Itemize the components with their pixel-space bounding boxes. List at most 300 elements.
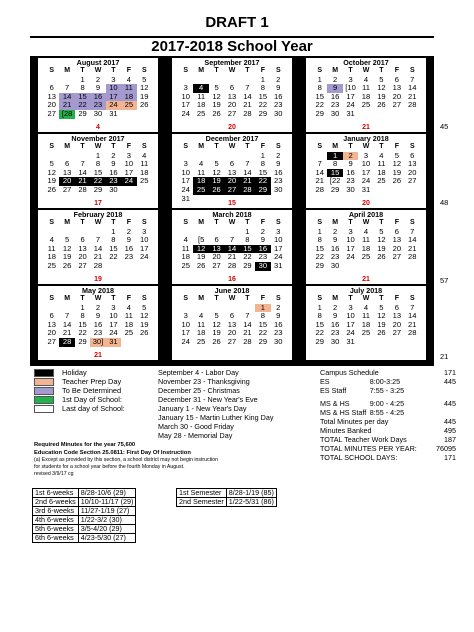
month-block [306, 286, 426, 360]
legend-item [34, 404, 125, 413]
day-cell: 1 [245, 226, 250, 236]
six-weeks-cell: 10/10-11/17 (29) [78, 498, 136, 507]
legend-label: To Be Determined [62, 386, 122, 395]
day-cell: 25 [196, 336, 206, 346]
day-header: W [362, 143, 370, 150]
day-header: T [348, 67, 353, 74]
day-cell: 29 [258, 108, 268, 118]
day-cell: 7 [65, 311, 70, 321]
education-code-detail-1: (a) Except as provided by this section, a school district may not begin instruction [34, 457, 218, 463]
day-cell: 3 [363, 150, 369, 160]
stat-value: 76095 [436, 444, 456, 453]
month-title: August 2017 [76, 58, 120, 67]
day-cell: 16 [330, 319, 340, 329]
stat-row [320, 453, 456, 462]
month-day-count: 15 [228, 200, 236, 207]
day-cell: 14 [243, 91, 252, 101]
schedule-stats [320, 368, 456, 462]
six-weeks-cell: 4/23-5/30 (27) [78, 534, 136, 543]
day-header: T [80, 295, 85, 302]
stat-row [320, 368, 456, 377]
day-cell: 2 [276, 302, 281, 312]
day-cell: 17 [346, 91, 355, 101]
day-cell: 30 [109, 184, 118, 194]
day-cell: 22 [315, 100, 324, 110]
day-header: W [94, 67, 102, 74]
day-cell: 2 [111, 150, 116, 160]
day-cell: [5 [197, 235, 205, 245]
day-cell: 7 [95, 235, 101, 245]
six-weeks-table [32, 488, 136, 543]
day-cell: 7 [229, 235, 235, 245]
six-weeks-cell: 2nd 6-weeks [33, 498, 79, 507]
day-cell: 10 [140, 235, 149, 245]
day-cell: 1 [260, 150, 265, 160]
day-cell: 26 [377, 328, 386, 338]
month-block [172, 134, 292, 208]
required-minutes: Required Minutes for the year 75,600 [34, 442, 136, 448]
day-cell: 9 [276, 311, 281, 321]
day-cell: 18 [121, 93, 136, 102]
day-cell: 10 [274, 235, 283, 245]
day-cell: 13 [392, 83, 402, 93]
day-header: M [332, 295, 339, 302]
day-cell: 2 [95, 302, 101, 312]
day-cell: 6 [229, 159, 235, 169]
day-cell: 13 [209, 245, 224, 254]
day-header: S [49, 219, 55, 226]
day-cell: 14 [408, 83, 417, 93]
day-cell: 16 [255, 245, 270, 254]
day-cell: 1 [80, 74, 85, 84]
day-cell: 24 [181, 336, 190, 346]
day-cell: 16 [90, 93, 105, 102]
day-cell: 13 [392, 235, 402, 245]
day-cell: 13 [227, 319, 237, 329]
day-cell: 4 [199, 159, 204, 169]
day-cell: 3 [348, 226, 353, 236]
calendar-title: 2017-2018 School Year [30, 38, 434, 56]
day-cell: 21 [408, 243, 417, 253]
day-cell: 20 [392, 319, 402, 329]
day-cell: 16 [330, 243, 340, 253]
day-cell: 9 [95, 83, 101, 93]
stat-value: 445 [444, 399, 456, 408]
day-cell [405, 186, 420, 195]
six-weeks-cell: 5th 6-weeks [33, 525, 79, 534]
day-header: S [275, 219, 281, 226]
day-cell: 16 [274, 167, 283, 177]
day-cell: 24 [346, 252, 355, 262]
month-day-count: 16 [228, 276, 236, 283]
day-cell: 22 [255, 177, 270, 186]
day-cell: 3 [276, 226, 281, 236]
day-cell: 23 [93, 328, 103, 338]
day-cell: 10 [181, 91, 190, 101]
day-cell: 19 [140, 91, 149, 101]
day-cell: 16 [274, 91, 283, 101]
day-cell: 15 [315, 319, 324, 329]
day-header: T [111, 143, 116, 150]
day-header: F [126, 143, 131, 150]
day-cell: 22 [258, 100, 268, 110]
day-cell: 13 [78, 243, 87, 253]
day-cell: 27 [392, 100, 402, 110]
day-cell: 29 [78, 108, 87, 118]
day-cell: 8 [260, 311, 265, 321]
day-cell: 30 [274, 108, 283, 118]
legend [34, 368, 125, 413]
day-cell: 28 [408, 252, 417, 262]
day-cell: 14 [93, 243, 103, 253]
day-cell: 7 [65, 83, 70, 93]
day-cell: 6 [394, 226, 399, 236]
day-cell: 20 [212, 252, 221, 262]
day-cell: 17 [181, 176, 190, 186]
stat-row [320, 426, 456, 435]
day-cell: 10 [109, 311, 118, 321]
stat-value: 187 [444, 435, 456, 444]
day-cell: 14 [59, 93, 74, 102]
day-header: T [379, 143, 384, 150]
day-cell: 24 [181, 108, 190, 118]
day-cell: 2 [333, 74, 338, 84]
day-header: S [275, 67, 281, 74]
semester-cell: 1/22-5/31 (86) [226, 498, 276, 507]
day-header: S [409, 143, 415, 150]
day-cell: 20 [408, 167, 417, 177]
day-cell: 18 [47, 252, 56, 262]
day-cell: 21 [62, 328, 72, 338]
holiday-item: September 4 - Labor Day [158, 368, 239, 377]
day-cell: 8 [260, 159, 265, 169]
day-header: F [394, 143, 399, 150]
day-cell: 21 [408, 319, 417, 329]
day-cell: 2 [276, 74, 281, 84]
day-cell: 5 [214, 311, 219, 321]
day-cell: 5 [379, 74, 384, 84]
day-header: S [409, 219, 415, 226]
day-header: S [183, 143, 189, 150]
day-cell: 28 [227, 260, 237, 270]
month-day-count: 21 [362, 124, 370, 131]
holiday-item: May 28 - Memorial Day [158, 431, 233, 440]
stat-row [320, 417, 456, 426]
stat-value: 445 [444, 377, 456, 386]
day-cell: 17 [124, 167, 134, 177]
month-day-count: 21 [94, 352, 102, 359]
day-cell: 22 [243, 252, 252, 262]
day-cell: 23 [274, 100, 283, 110]
day-cell: 4 [199, 311, 204, 321]
day-cell: 8 [80, 83, 85, 93]
day-cell: 22 [90, 177, 105, 186]
day-cell: 28 [408, 328, 417, 338]
day-cell: 2 [95, 74, 101, 84]
day-cell: 20 [47, 328, 56, 338]
day-cell: [22 [329, 176, 341, 186]
day-header: W [362, 219, 370, 226]
day-cell: 27 [392, 252, 402, 262]
day-cell: 8 [95, 159, 101, 169]
day-cell: 20 [47, 100, 56, 110]
day-cell: 27 [392, 328, 402, 338]
day-cell: 26 [392, 176, 402, 186]
day-cell: 29 [255, 186, 270, 195]
day-cell: 7 [410, 74, 415, 84]
day-header: S [141, 219, 147, 226]
day-cell: 20 [59, 177, 74, 186]
row-total: 48 [440, 198, 449, 207]
day-cell: 24 [346, 100, 355, 110]
day-cell: 29 [315, 260, 324, 270]
day-cell: 4 [126, 74, 131, 84]
day-cell: 23 [330, 328, 340, 338]
holiday-item: December 25 - Christmas [158, 386, 240, 395]
day-cell: [28 [59, 110, 74, 119]
month-title: December 2017 [205, 134, 259, 143]
day-cell: 19 [377, 319, 386, 329]
day-cell: 21 [315, 176, 324, 186]
day-cell: 14 [78, 167, 87, 177]
month-grid [44, 143, 152, 195]
day-cell [137, 338, 152, 347]
day-header: F [260, 295, 265, 302]
day-cell: 17 [181, 100, 190, 110]
day-cell: 25 [361, 252, 371, 262]
day-cell: 21 [243, 100, 252, 110]
day-cell: 26 [47, 184, 56, 194]
day-cell: 9 [260, 235, 265, 245]
day-cell: 29 [315, 108, 324, 118]
day-cell: 28 [315, 184, 324, 194]
stat-label: ES [320, 377, 330, 386]
stat-label: TOTAL SCHOOL DAYS: [320, 453, 398, 462]
day-cell: 15 [109, 243, 118, 253]
day-header: T [80, 67, 85, 74]
day-cell: 25 [196, 108, 206, 118]
month-title: September 2017 [204, 58, 260, 67]
day-cell: 23 [274, 176, 283, 186]
row-total: 45 [440, 122, 449, 131]
day-header: F [260, 143, 265, 150]
day-cell: 13 [408, 159, 417, 169]
row-total: 21 [440, 352, 449, 361]
day-cell: 9 [276, 83, 281, 93]
day-cell: 11 [47, 243, 56, 253]
month-block [172, 286, 292, 360]
day-cell: 10 [361, 159, 371, 169]
day-cell: 15 [240, 245, 255, 254]
day-cell: 7 [245, 159, 250, 169]
day-cell [121, 110, 136, 119]
day-cell: 29 [93, 184, 103, 194]
revised-note: revised 3/9/17 cg [34, 471, 74, 477]
legend-item [34, 368, 125, 377]
month-day-count: 19 [94, 276, 102, 283]
day-cell: 31 [346, 108, 355, 118]
stat-value: 171 [444, 368, 456, 377]
day-cell: 6 [229, 311, 235, 321]
day-cell [106, 262, 121, 271]
day-cell: 12 [377, 311, 386, 321]
day-cell: 9 [327, 84, 342, 93]
day-cell: 2 [333, 226, 338, 236]
day-cell: 19 [212, 100, 221, 110]
day-cell: 30 [274, 336, 283, 346]
stat-time: 8:00-3:25 [369, 377, 401, 386]
day-cell: 15 [75, 93, 90, 102]
legend-label: Teacher Prep Day [62, 377, 122, 386]
day-header: T [214, 295, 219, 302]
day-cell: 31 [274, 260, 283, 270]
stat-value [427, 408, 456, 417]
day-header: M [332, 67, 339, 74]
month-title: June 2018 [214, 286, 250, 295]
day-cell: 6 [229, 83, 235, 93]
day-cell: 12 [392, 159, 402, 169]
day-cell: 9 [126, 235, 131, 245]
day-header: M [198, 219, 205, 226]
day-header: S [141, 67, 147, 74]
day-cell [137, 262, 152, 271]
day-header: S [317, 219, 323, 226]
day-cell: 9 [95, 311, 101, 321]
day-cell: 4 [142, 150, 147, 160]
legend-swatch [34, 378, 54, 386]
day-cell: 31 [361, 184, 371, 194]
day-cell: 25 [124, 328, 134, 338]
draft-title: DRAFT 1 [205, 14, 269, 31]
day-header: S [183, 67, 189, 74]
day-cell: 27 [224, 186, 239, 195]
day-cell: 14 [408, 311, 417, 321]
day-cell: 18 [361, 319, 371, 329]
day-cell: 5 [379, 226, 384, 236]
day-cell [137, 186, 152, 195]
day-cell: 11 [197, 319, 206, 329]
day-cell [358, 262, 373, 271]
day-header: T [379, 219, 384, 226]
day-header: S [49, 143, 55, 150]
day-cell: 20 [227, 328, 237, 338]
six-weeks-cell: 8/28-10/6 (29) [78, 489, 136, 498]
day-cell: 23 [346, 176, 355, 186]
day-cell: 13 [392, 311, 402, 321]
day-header: S [409, 295, 415, 302]
day-cell: 4 [49, 235, 54, 245]
month-block [38, 210, 158, 284]
day-cell: 26 [212, 336, 221, 346]
day-cell: 28 [243, 336, 252, 346]
day-header: W [228, 219, 236, 226]
day-cell: 21 [240, 177, 255, 186]
month-block [172, 210, 292, 284]
day-cell [405, 262, 420, 271]
day-cell: 26 [377, 252, 386, 262]
day-cell: 23 [330, 252, 340, 262]
holiday-item: November 23 - Thanksgiving [158, 377, 250, 386]
legend-swatch [34, 405, 54, 413]
day-cell: 21 [227, 252, 237, 262]
stat-row [320, 399, 456, 408]
day-cell: 12 [212, 91, 221, 101]
day-cell: 20 [392, 91, 402, 101]
day-cell: 17 [361, 167, 371, 177]
day-cell: 30] [90, 338, 105, 347]
day-cell: 1 [317, 302, 322, 312]
day-cell: 15 [258, 167, 268, 177]
day-header: F [260, 219, 265, 226]
day-header: S [49, 67, 55, 74]
month-title: January 2018 [343, 134, 389, 143]
six-weeks-cell: 1st 6-weeks [33, 489, 79, 498]
day-cell: 29 [315, 336, 324, 346]
day-header: S [409, 67, 415, 74]
legend-label: Last day of School: [62, 404, 125, 413]
day-cell: 2 [126, 226, 131, 236]
day-cell: 14 [315, 167, 324, 177]
day-cell: 5 [142, 302, 147, 312]
month-grid [44, 219, 152, 271]
day-header: W [362, 295, 370, 302]
month-block [306, 210, 426, 284]
day-cell: 11 [362, 311, 370, 321]
day-cell: 25 [193, 186, 208, 195]
day-header: S [317, 295, 323, 302]
day-cell: 13 [227, 167, 237, 177]
day-cell: 18 [361, 91, 371, 101]
day-header: W [94, 295, 102, 302]
day-cell [374, 338, 389, 347]
day-cell: 14 [224, 245, 239, 254]
month-day-count: 20 [228, 124, 236, 131]
day-cell: 3 [126, 150, 131, 160]
month-grid [44, 67, 152, 119]
month-block [306, 58, 426, 132]
day-cell: 2 [333, 302, 338, 312]
semester-table [176, 488, 277, 507]
day-header: F [394, 295, 399, 302]
day-header: M [64, 67, 71, 74]
day-cell: 4 [363, 226, 369, 236]
day-cell: 7 [410, 226, 415, 236]
day-cell: 12 [62, 243, 72, 253]
stat-row [320, 408, 456, 417]
day-cell: 1 [317, 74, 322, 84]
day-cell: 11 [121, 84, 136, 93]
day-cell: 31 [106, 338, 121, 347]
day-cell: 11 [140, 159, 149, 169]
day-cell: 17 [140, 243, 149, 253]
day-cell [374, 262, 389, 271]
day-cell: 14 [62, 319, 72, 329]
day-header: T [214, 143, 219, 150]
day-cell: 17 [106, 93, 121, 102]
day-cell: 23 [258, 252, 268, 262]
day-cell: 4 [363, 74, 369, 84]
day-cell: 11 [362, 83, 370, 93]
day-cell: 18 [196, 328, 206, 338]
day-cell: 18 [377, 167, 386, 177]
day-header: M [198, 295, 205, 302]
stat-row [320, 386, 456, 395]
day-cell: 27 [227, 108, 237, 118]
day-cell: 28 [240, 186, 255, 195]
day-cell: 19 [62, 252, 72, 262]
day-header: W [94, 143, 102, 150]
requirements-note [34, 441, 218, 478]
